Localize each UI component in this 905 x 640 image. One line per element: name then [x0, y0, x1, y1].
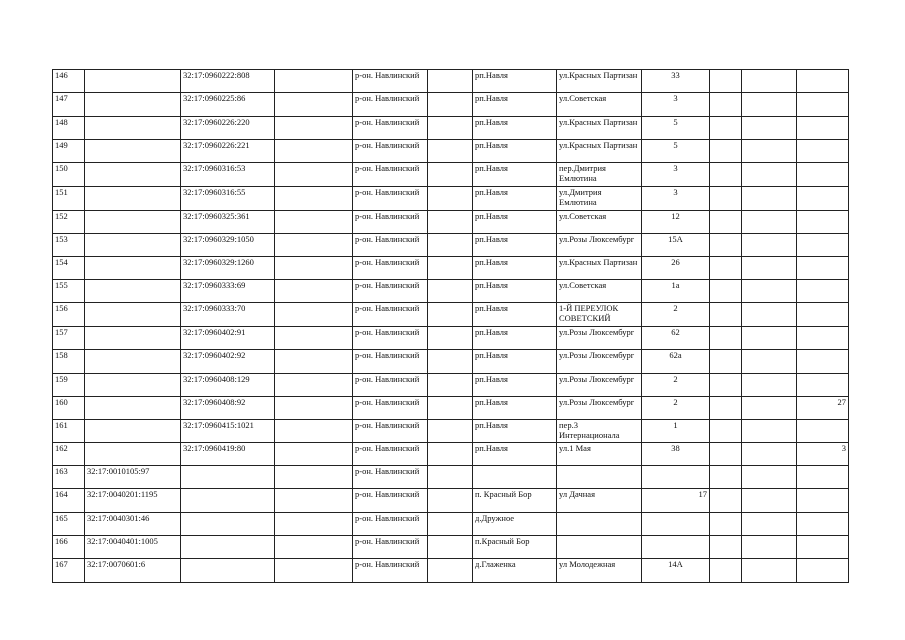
locality-cell: рп.Навля	[473, 187, 557, 211]
blank-cell	[710, 93, 742, 117]
row-number: 159	[53, 374, 85, 397]
district-cell: р-он. Навлинский	[353, 513, 428, 536]
blank-cell	[742, 163, 797, 187]
blank-cell	[710, 513, 742, 536]
blank-cell	[742, 70, 797, 93]
row-number: 155	[53, 280, 85, 303]
blank-cell	[710, 117, 742, 140]
house-number-cell: 14А	[642, 559, 710, 583]
blank-cell	[742, 93, 797, 117]
cadastral-number-building: 32:17:0960226:221	[181, 140, 275, 163]
row-number: 147	[53, 93, 85, 117]
blank-cell	[742, 257, 797, 280]
cadastral-number-parcel	[85, 374, 181, 397]
table-row	[53, 280, 849, 303]
row-number: 149	[53, 140, 85, 163]
locality-cell: рп.Навля	[473, 374, 557, 397]
blank-cell	[742, 443, 797, 466]
blank-cell	[710, 234, 742, 257]
blank-cell	[428, 211, 473, 234]
cadastral-number-parcel: 32:17:0040301:46	[85, 513, 181, 536]
blank-cell	[428, 350, 473, 374]
blank-cell	[428, 257, 473, 280]
table-row	[53, 211, 849, 234]
blank-cell	[742, 466, 797, 489]
district-cell: р-он. Навлинский	[353, 489, 428, 513]
cadastral-number-parcel	[85, 443, 181, 466]
blank-cell	[428, 536, 473, 559]
blank-cell	[275, 559, 353, 583]
table-row	[53, 327, 849, 350]
blank-cell	[428, 187, 473, 211]
cadastral-number-building	[181, 559, 275, 583]
blank-cell	[275, 187, 353, 211]
blank-cell	[428, 466, 473, 489]
blank-cell	[428, 163, 473, 187]
extra-value-cell	[797, 280, 849, 303]
cadastral-number-parcel: 32:17:0070601:6	[85, 559, 181, 583]
blank-cell	[275, 140, 353, 163]
house-number-cell: 33	[642, 70, 710, 93]
district-cell: р-он. Навлинский	[353, 350, 428, 374]
extra-value-cell	[797, 303, 849, 327]
table-row	[53, 536, 849, 559]
cadastral-number-building: 32:17:0960408:129	[181, 374, 275, 397]
district-cell: р-он. Навлинский	[353, 257, 428, 280]
street-cell: ул Молодежная	[557, 559, 642, 583]
blank-cell	[275, 489, 353, 513]
house-number-cell: 3	[642, 163, 710, 187]
blank-cell	[275, 466, 353, 489]
cadastral-number-building: 32:17:0960329:1260	[181, 257, 275, 280]
blank-cell	[275, 70, 353, 93]
street-cell: ул.Советская	[557, 211, 642, 234]
blank-cell	[275, 117, 353, 140]
cadastral-number-parcel	[85, 187, 181, 211]
table-row	[53, 140, 849, 163]
registry-table	[52, 69, 849, 583]
extra-value-cell	[797, 117, 849, 140]
row-number: 161	[53, 420, 85, 443]
street-cell: ул.Советская	[557, 280, 642, 303]
table-row	[53, 187, 849, 211]
blank-cell	[428, 93, 473, 117]
street-cell: ул.Розы Люксембург	[557, 397, 642, 420]
table-row	[53, 117, 849, 140]
house-number-cell: 3	[642, 93, 710, 117]
district-cell: р-он. Навлинский	[353, 303, 428, 327]
blank-cell	[428, 70, 473, 93]
extra-value-cell	[797, 70, 849, 93]
blank-cell	[742, 536, 797, 559]
blank-cell	[742, 559, 797, 583]
blank-cell	[710, 350, 742, 374]
district-cell: р-он. Навлинский	[353, 443, 428, 466]
cadastral-number-building: 32:17:0960329:1050	[181, 234, 275, 257]
row-number: 160	[53, 397, 85, 420]
row-number: 150	[53, 163, 85, 187]
blank-cell	[742, 303, 797, 327]
house-number-cell	[642, 513, 710, 536]
row-number: 162	[53, 443, 85, 466]
street-cell	[557, 513, 642, 536]
district-cell: р-он. Навлинский	[353, 536, 428, 559]
street-cell: ул.Розы Люксембург	[557, 350, 642, 374]
street-cell: ул.Розы Люксембург	[557, 374, 642, 397]
district-cell: р-он. Навлинский	[353, 163, 428, 187]
street-cell: пер.3 Интернационала	[557, 420, 642, 443]
street-cell: ул.Розы Люксембург	[557, 327, 642, 350]
blank-cell	[275, 257, 353, 280]
house-number-cell: 12	[642, 211, 710, 234]
blank-cell	[710, 489, 742, 513]
locality-cell: рп.Навля	[473, 117, 557, 140]
street-cell	[557, 466, 642, 489]
street-cell: 1-Й ПЕРЕУЛОК СОВЕТСКИЙ	[557, 303, 642, 327]
locality-cell: рп.Навля	[473, 443, 557, 466]
cadastral-number-building: 32:17:0960333:69	[181, 280, 275, 303]
row-number: 165	[53, 513, 85, 536]
blank-cell	[710, 257, 742, 280]
row-number: 163	[53, 466, 85, 489]
blank-cell	[428, 420, 473, 443]
table-row	[53, 303, 849, 327]
street-cell: ул.Красных Партизан	[557, 117, 642, 140]
district-cell: р-он. Навлинский	[353, 466, 428, 489]
blank-cell	[428, 303, 473, 327]
locality-cell: рп.Навля	[473, 303, 557, 327]
cadastral-number-parcel: 32:17:0040201:1195	[85, 489, 181, 513]
table-row	[53, 559, 849, 583]
blank-cell	[742, 397, 797, 420]
street-cell: ул.Розы Люксембург	[557, 234, 642, 257]
street-cell: ул Дачная	[557, 489, 642, 513]
cadastral-number-parcel	[85, 350, 181, 374]
extra-value-cell	[797, 559, 849, 583]
table-row	[53, 350, 849, 374]
district-cell: р-он. Навлинский	[353, 187, 428, 211]
street-cell: пер.Дмитрия Емлютина	[557, 163, 642, 187]
extra-value-cell	[797, 140, 849, 163]
cadastral-number-parcel	[85, 257, 181, 280]
cadastral-number-building	[181, 536, 275, 559]
cadastral-number-building: 32:17:0960226:220	[181, 117, 275, 140]
blank-cell	[710, 70, 742, 93]
cadastral-number-building: 32:17:0960402:92	[181, 350, 275, 374]
blank-cell	[428, 117, 473, 140]
house-number-cell: 1	[642, 420, 710, 443]
cadastral-number-parcel	[85, 163, 181, 187]
street-cell: ул.1 Мая	[557, 443, 642, 466]
blank-cell	[742, 350, 797, 374]
blank-cell	[428, 234, 473, 257]
district-cell: р-он. Навлинский	[353, 70, 428, 93]
table-row	[53, 374, 849, 397]
table-row	[53, 163, 849, 187]
cadastral-number-building: 32:17:0960333:70	[181, 303, 275, 327]
district-cell: р-он. Навлинский	[353, 234, 428, 257]
extra-value-cell: 27	[797, 397, 849, 420]
row-number: 146	[53, 70, 85, 93]
house-number-cell: 5	[642, 117, 710, 140]
cadastral-number-parcel	[85, 93, 181, 117]
extra-value-cell	[797, 211, 849, 234]
blank-cell	[710, 163, 742, 187]
district-cell: р-он. Навлинский	[353, 211, 428, 234]
locality-cell: рп.Навля	[473, 420, 557, 443]
district-cell: р-он. Навлинский	[353, 559, 428, 583]
street-cell: ул.Красных Партизан	[557, 70, 642, 93]
blank-cell	[742, 280, 797, 303]
house-number-cell: 3	[642, 187, 710, 211]
blank-cell	[275, 536, 353, 559]
house-number-cell: 1а	[642, 280, 710, 303]
locality-cell: п. Красный Бор	[473, 489, 557, 513]
row-number: 151	[53, 187, 85, 211]
locality-cell	[473, 466, 557, 489]
blank-cell	[275, 513, 353, 536]
locality-cell: рп.Навля	[473, 280, 557, 303]
blank-cell	[710, 420, 742, 443]
cadastral-number-parcel: 32:17:0040401:1005	[85, 536, 181, 559]
table-row	[53, 513, 849, 536]
locality-cell: рп.Навля	[473, 350, 557, 374]
blank-cell	[710, 187, 742, 211]
blank-cell	[428, 397, 473, 420]
street-cell: ул.Красных Партизан	[557, 140, 642, 163]
extra-value-cell	[797, 163, 849, 187]
cadastral-number-building: 32:17:0960419:80	[181, 443, 275, 466]
blank-cell	[710, 374, 742, 397]
cadastral-number-building: 32:17:0960225:86	[181, 93, 275, 117]
locality-cell: рп.Навля	[473, 163, 557, 187]
extra-value-cell	[797, 187, 849, 211]
row-number: 157	[53, 327, 85, 350]
row-number: 153	[53, 234, 85, 257]
house-number-cell: 2	[642, 374, 710, 397]
cadastral-number-parcel	[85, 70, 181, 93]
cadastral-number-building: 32:17:0960402:91	[181, 327, 275, 350]
blank-cell	[742, 327, 797, 350]
blank-cell	[710, 303, 742, 327]
blank-cell	[710, 211, 742, 234]
locality-cell: д.Глаженка	[473, 559, 557, 583]
blank-cell	[710, 443, 742, 466]
extra-value-cell	[797, 420, 849, 443]
locality-cell: рп.Навля	[473, 93, 557, 117]
cadastral-number-parcel	[85, 211, 181, 234]
cadastral-number-parcel	[85, 117, 181, 140]
district-cell: р-он. Навлинский	[353, 374, 428, 397]
cadastral-number-parcel	[85, 140, 181, 163]
blank-cell	[742, 187, 797, 211]
blank-cell	[428, 327, 473, 350]
row-number: 148	[53, 117, 85, 140]
blank-cell	[275, 211, 353, 234]
house-number-cell: 26	[642, 257, 710, 280]
blank-cell	[742, 420, 797, 443]
extra-value-cell	[797, 327, 849, 350]
extra-value-cell	[797, 536, 849, 559]
extra-value-cell	[797, 93, 849, 117]
blank-cell	[275, 303, 353, 327]
blank-cell	[275, 350, 353, 374]
cadastral-number-building: 32:17:0960325:361	[181, 211, 275, 234]
table-row	[53, 257, 849, 280]
street-cell: ул.Советская	[557, 93, 642, 117]
street-cell	[557, 536, 642, 559]
blank-cell	[275, 163, 353, 187]
blank-cell	[275, 420, 353, 443]
cadastral-number-building	[181, 513, 275, 536]
blank-cell	[710, 327, 742, 350]
table-row	[53, 489, 849, 513]
blank-cell	[742, 489, 797, 513]
blank-cell	[710, 559, 742, 583]
cadastral-number-building: 32:17:0960222:808	[181, 70, 275, 93]
district-cell: р-он. Навлинский	[353, 93, 428, 117]
blank-cell	[710, 536, 742, 559]
cadastral-number-building: 32:17:0960408:92	[181, 397, 275, 420]
table-row	[53, 397, 849, 420]
extra-value-cell	[797, 234, 849, 257]
row-number: 164	[53, 489, 85, 513]
blank-cell	[710, 466, 742, 489]
blank-cell	[428, 489, 473, 513]
cadastral-number-parcel	[85, 327, 181, 350]
blank-cell	[710, 397, 742, 420]
extra-value-cell	[797, 374, 849, 397]
blank-cell	[428, 513, 473, 536]
extra-value-cell	[797, 513, 849, 536]
cadastral-number-parcel	[85, 303, 181, 327]
cadastral-number-parcel	[85, 420, 181, 443]
extra-value-cell	[797, 466, 849, 489]
table-row	[53, 443, 849, 466]
house-number-cell: 62а	[642, 350, 710, 374]
blank-cell	[742, 374, 797, 397]
blank-cell	[428, 374, 473, 397]
locality-cell: рп.Навля	[473, 397, 557, 420]
locality-cell: рп.Навля	[473, 211, 557, 234]
cadastral-number-parcel	[85, 234, 181, 257]
district-cell: р-он. Навлинский	[353, 397, 428, 420]
blank-cell	[742, 117, 797, 140]
extra-value-cell	[797, 350, 849, 374]
blank-cell	[428, 140, 473, 163]
cadastral-number-parcel	[85, 280, 181, 303]
row-number: 156	[53, 303, 85, 327]
blank-cell	[742, 513, 797, 536]
locality-cell: рп.Навля	[473, 327, 557, 350]
locality-cell: рп.Навля	[473, 234, 557, 257]
blank-cell	[275, 234, 353, 257]
blank-cell	[742, 140, 797, 163]
blank-cell	[742, 211, 797, 234]
row-number: 154	[53, 257, 85, 280]
house-number-cell: 15А	[642, 234, 710, 257]
cadastral-number-parcel	[85, 397, 181, 420]
locality-cell: д.Дружное	[473, 513, 557, 536]
row-number: 167	[53, 559, 85, 583]
house-number-cell	[642, 466, 710, 489]
house-number-cell	[642, 536, 710, 559]
row-number: 166	[53, 536, 85, 559]
house-number-cell: 38	[642, 443, 710, 466]
cadastral-number-building	[181, 466, 275, 489]
cadastral-number-building: 32:17:0960316:53	[181, 163, 275, 187]
cadastral-number-building: 32:17:0960415:1021	[181, 420, 275, 443]
street-cell: ул.Красных Партизан	[557, 257, 642, 280]
blank-cell	[428, 559, 473, 583]
blank-cell	[428, 443, 473, 466]
locality-cell: рп.Навля	[473, 140, 557, 163]
row-number: 158	[53, 350, 85, 374]
table-row	[53, 466, 849, 489]
district-cell: р-он. Навлинский	[353, 117, 428, 140]
blank-cell	[275, 374, 353, 397]
table-row	[53, 234, 849, 257]
blank-cell	[428, 280, 473, 303]
district-cell: р-он. Навлинский	[353, 420, 428, 443]
blank-cell	[275, 327, 353, 350]
blank-cell	[275, 443, 353, 466]
cadastral-number-parcel: 32:17:0010105:97	[85, 466, 181, 489]
blank-cell	[275, 93, 353, 117]
district-cell: р-он. Навлинский	[353, 140, 428, 163]
locality-cell: рп.Навля	[473, 257, 557, 280]
locality-cell: рп.Навля	[473, 70, 557, 93]
extra-value-cell: 3	[797, 443, 849, 466]
house-number-cell: 5	[642, 140, 710, 163]
house-number-cell: 2	[642, 397, 710, 420]
table-row	[53, 420, 849, 443]
street-cell: ул.Дмитрия Емлютина	[557, 187, 642, 211]
blank-cell	[742, 234, 797, 257]
table-row	[53, 93, 849, 117]
blank-cell	[710, 140, 742, 163]
house-number-cell: 17	[642, 489, 710, 513]
house-number-cell: 62	[642, 327, 710, 350]
district-cell: р-он. Навлинский	[353, 280, 428, 303]
row-number: 152	[53, 211, 85, 234]
district-cell: р-он. Навлинский	[353, 327, 428, 350]
blank-cell	[275, 280, 353, 303]
blank-cell	[275, 397, 353, 420]
extra-value-cell	[797, 489, 849, 513]
house-number-cell: 2	[642, 303, 710, 327]
table-row	[53, 70, 849, 93]
cadastral-number-building: 32:17:0960316:55	[181, 187, 275, 211]
cadastral-number-building	[181, 489, 275, 513]
blank-cell	[710, 280, 742, 303]
extra-value-cell	[797, 257, 849, 280]
locality-cell: п.Красный Бор	[473, 536, 557, 559]
